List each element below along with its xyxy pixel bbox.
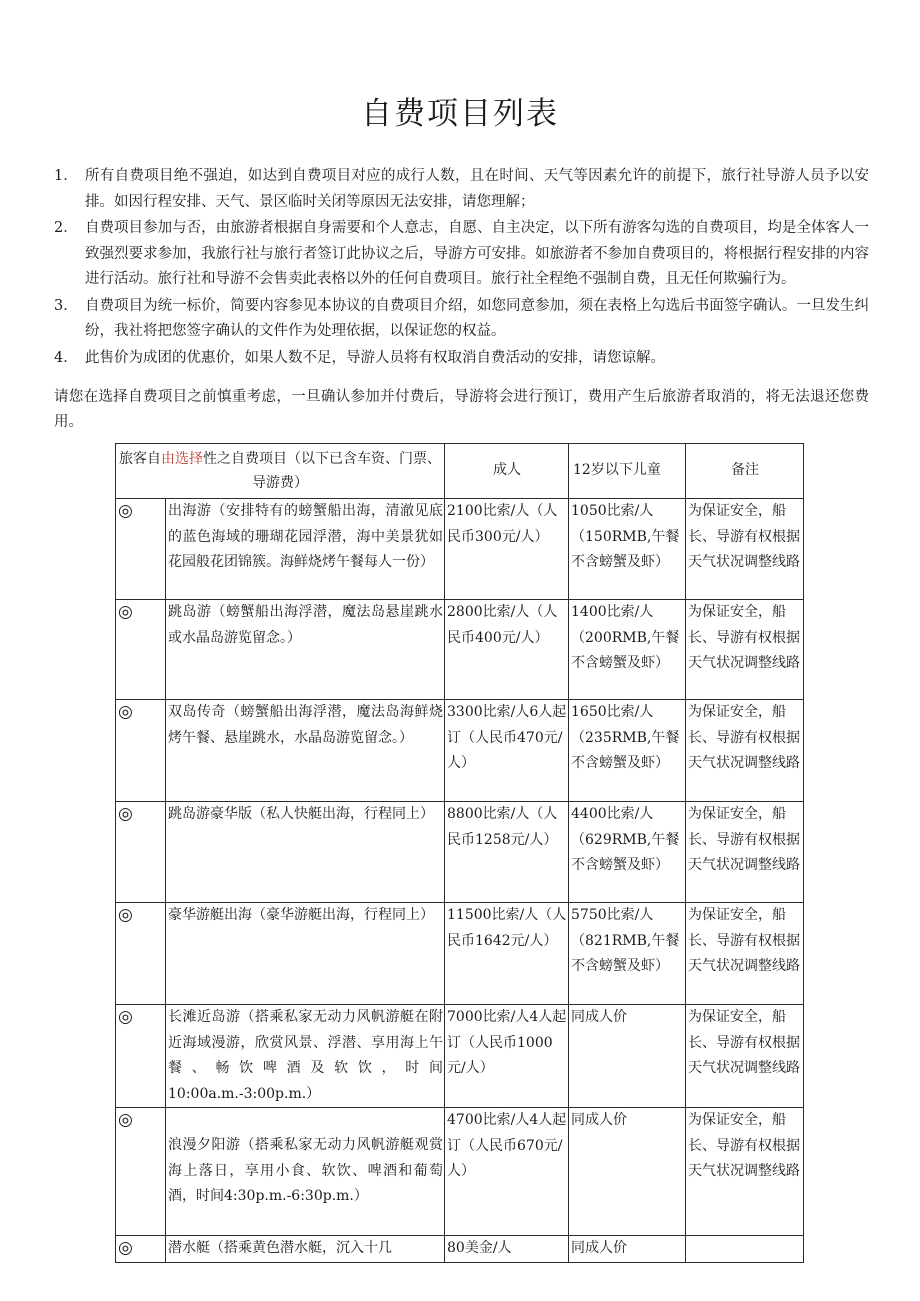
child-price: 1400比索/人（200RMB,午餐不含螃蟹及虾） <box>569 600 686 700</box>
table-row <box>116 499 804 600</box>
note-item <box>54 164 869 215</box>
select-mark-icon[interactable]: ◎ <box>116 802 166 903</box>
table-row <box>116 802 804 903</box>
table-header-row <box>116 444 804 499</box>
note-text: 自费项目为统一标价，简要内容参见本协议的自费项目介绍，如您同意参加，须在表格上勾选后书面签字确认。一旦发生纠纷，我社将把您签字确认的文件作为处理依据，以保证您的权益。 <box>85 297 869 339</box>
table-row <box>116 600 804 700</box>
child-price: 4400比索/人（629RMB,午餐不含螃蟹及虾） <box>569 802 686 903</box>
item-description: 长滩近岛游（搭乘私家无动力风帆游艇在附近海域漫游，欣赏风景、浮潜、享用海上午餐、畅饮啤酒及软饮，时间10:00a.m.-3:00p.m.） <box>166 1005 445 1108</box>
adult-price: 4700比索/人4人起订（人民币670元/人） <box>445 1108 569 1236</box>
item-remark: 为保证安全，船长、导游有权根据天气状况调整线路 <box>686 903 804 1005</box>
item-description: 跳岛游（螃蟹船出海浮潜，魔法岛悬崖跳水或水晶岛游览留念。） <box>166 600 445 700</box>
child-price: 同成人价 <box>569 1005 686 1108</box>
child-price: 1050比索/人（150RMB,午餐不含螃蟹及虾） <box>569 499 686 600</box>
item-description: 潜水艇（搭乘黄色潜水艇，沉入十几 <box>166 1236 445 1263</box>
optional-items-table <box>115 443 804 1263</box>
note-text: 此售价为成团的优惠价，如果人数不足，导游人员将有权取消自费活动的安排，请您谅解。 <box>85 349 665 366</box>
child-price: 同成人价 <box>569 1108 686 1236</box>
item-description: 豪华游艇出海（豪华游艇出海，行程同上） <box>166 903 445 1005</box>
adult-price: 8800比索/人（人民币1258元/人） <box>445 802 569 903</box>
item-remark: 为保证安全，船长、导游有权根据天气状况调整线路 <box>686 499 804 600</box>
adult-price: 2100比索/人（人民币300元/人） <box>445 499 569 600</box>
select-mark-icon[interactable]: ◎ <box>116 499 166 600</box>
adult-price: 11500比索/人（人民币1642元/人） <box>445 903 569 1005</box>
header-item-text: 性之自费项目（以下已含车资、门票、导游费） <box>203 451 441 491</box>
note-number: 4． <box>54 349 78 366</box>
page-title: 自费项目列表 <box>361 96 559 132</box>
table-row <box>116 903 804 1005</box>
note-number: 3． <box>54 297 78 314</box>
header-adult: 成人 <box>445 444 569 499</box>
table-row <box>116 700 804 802</box>
select-mark-icon[interactable]: ◎ <box>116 903 166 1005</box>
item-description: 浪漫夕阳游（搭乘私家无动力风帆游艇观赏海上落日，享用小食、软饮、啤酒和葡萄酒，时间4:30p.m.-6:30p.m.） <box>166 1108 445 1236</box>
item-remark: 为保证安全，船长、导游有权根据天气状况调整线路 <box>686 1108 804 1236</box>
select-mark-icon[interactable]: ◎ <box>116 1236 166 1263</box>
header-item-highlight: 由选择 <box>161 451 203 467</box>
header-child: 12岁以下儿童 <box>569 444 686 499</box>
note-number: 1． <box>54 168 78 184</box>
item-description: 出海游（安排特有的螃蟹船出海，清澈见底的蓝色海域的珊瑚花园浮潜，海中美景犹如花园般花团锦簇。海鲜烧烤午餐每人一份） <box>166 499 445 600</box>
note-item <box>54 346 869 372</box>
notes-list <box>54 164 869 372</box>
adult-price: 2800比索/人（人民币400元/人） <box>445 600 569 700</box>
note-text: 自费项目参加与否，由旅游者根据自身需要和个人意志，自愿、自主决定，以下所有游客勾选的自费项目，均是全体客人一致强烈要求参加，我旅行社与旅行者签订此协议之后，导游方可安排。如旅游者不参加自费项目的，将根据行程安排的内容进行活动。旅行社和导游不会售卖此表格以外的任何自费项目。旅行社全程绝不强制自费，且无任何欺骗行为。 <box>85 220 869 287</box>
table-row <box>116 1236 804 1263</box>
select-mark-icon[interactable]: ◎ <box>116 1108 166 1236</box>
select-mark-icon[interactable]: ◎ <box>116 600 166 700</box>
child-price: 同成人价 <box>569 1236 686 1263</box>
item-description: 跳岛游豪华版（私人快艇出海，行程同上） <box>166 802 445 903</box>
child-price: 1650比索/人（235RMB,午餐不含螃蟹及虾） <box>569 700 686 802</box>
item-remark <box>686 1236 804 1263</box>
table-row <box>116 1108 804 1236</box>
item-remark: 为保证安全，船长、导游有权根据天气状况调整线路 <box>686 600 804 700</box>
adult-price: 3300比索/人6人起订（人民币470元/人） <box>445 700 569 802</box>
item-description: 双岛传奇（螃蟹船出海浮潜，魔法岛海鲜烧烤午餐、悬崖跳水，水晶岛游览留念。） <box>166 700 445 802</box>
item-remark: 为保证安全，船长、导游有权根据天气状况调整线路 <box>686 1005 804 1108</box>
intro-paragraph: 请您在选择自费项目之前慎重考虑，一旦确认参加并付费后，导游将会进行预订，费用产生后旅游者取消的，将无法退还您费用。 <box>54 389 869 430</box>
table-row <box>116 1005 804 1108</box>
child-price: 5750比索/人（821RMB,午餐不含螃蟹及虾） <box>569 903 686 1005</box>
adult-price: 80美金/人 <box>445 1236 569 1263</box>
header-item-text: 旅客自 <box>119 451 161 467</box>
select-mark-icon[interactable]: ◎ <box>116 1005 166 1108</box>
note-text: 所有自费项目绝不强迫，如达到自费项目对应的成行人数，且在时间、天气等因素允许的前提下，旅行社导游人员予以安排。如因行程安排、天气、景区临时关闭等原因无法安排，请您理解； <box>85 168 869 210</box>
note-item <box>54 216 869 293</box>
header-item <box>116 444 445 499</box>
select-mark-icon[interactable]: ◎ <box>116 700 166 802</box>
header-remark: 备注 <box>686 444 804 499</box>
note-item <box>54 294 869 345</box>
note-number: 2． <box>54 220 78 236</box>
item-remark: 为保证安全，船长、导游有权根据天气状况调整线路 <box>686 700 804 802</box>
adult-price: 7000比索/人4人起订（人民币1000元/人） <box>445 1005 569 1108</box>
item-remark: 为保证安全，船长、导游有权根据天气状况调整线路 <box>686 802 804 903</box>
